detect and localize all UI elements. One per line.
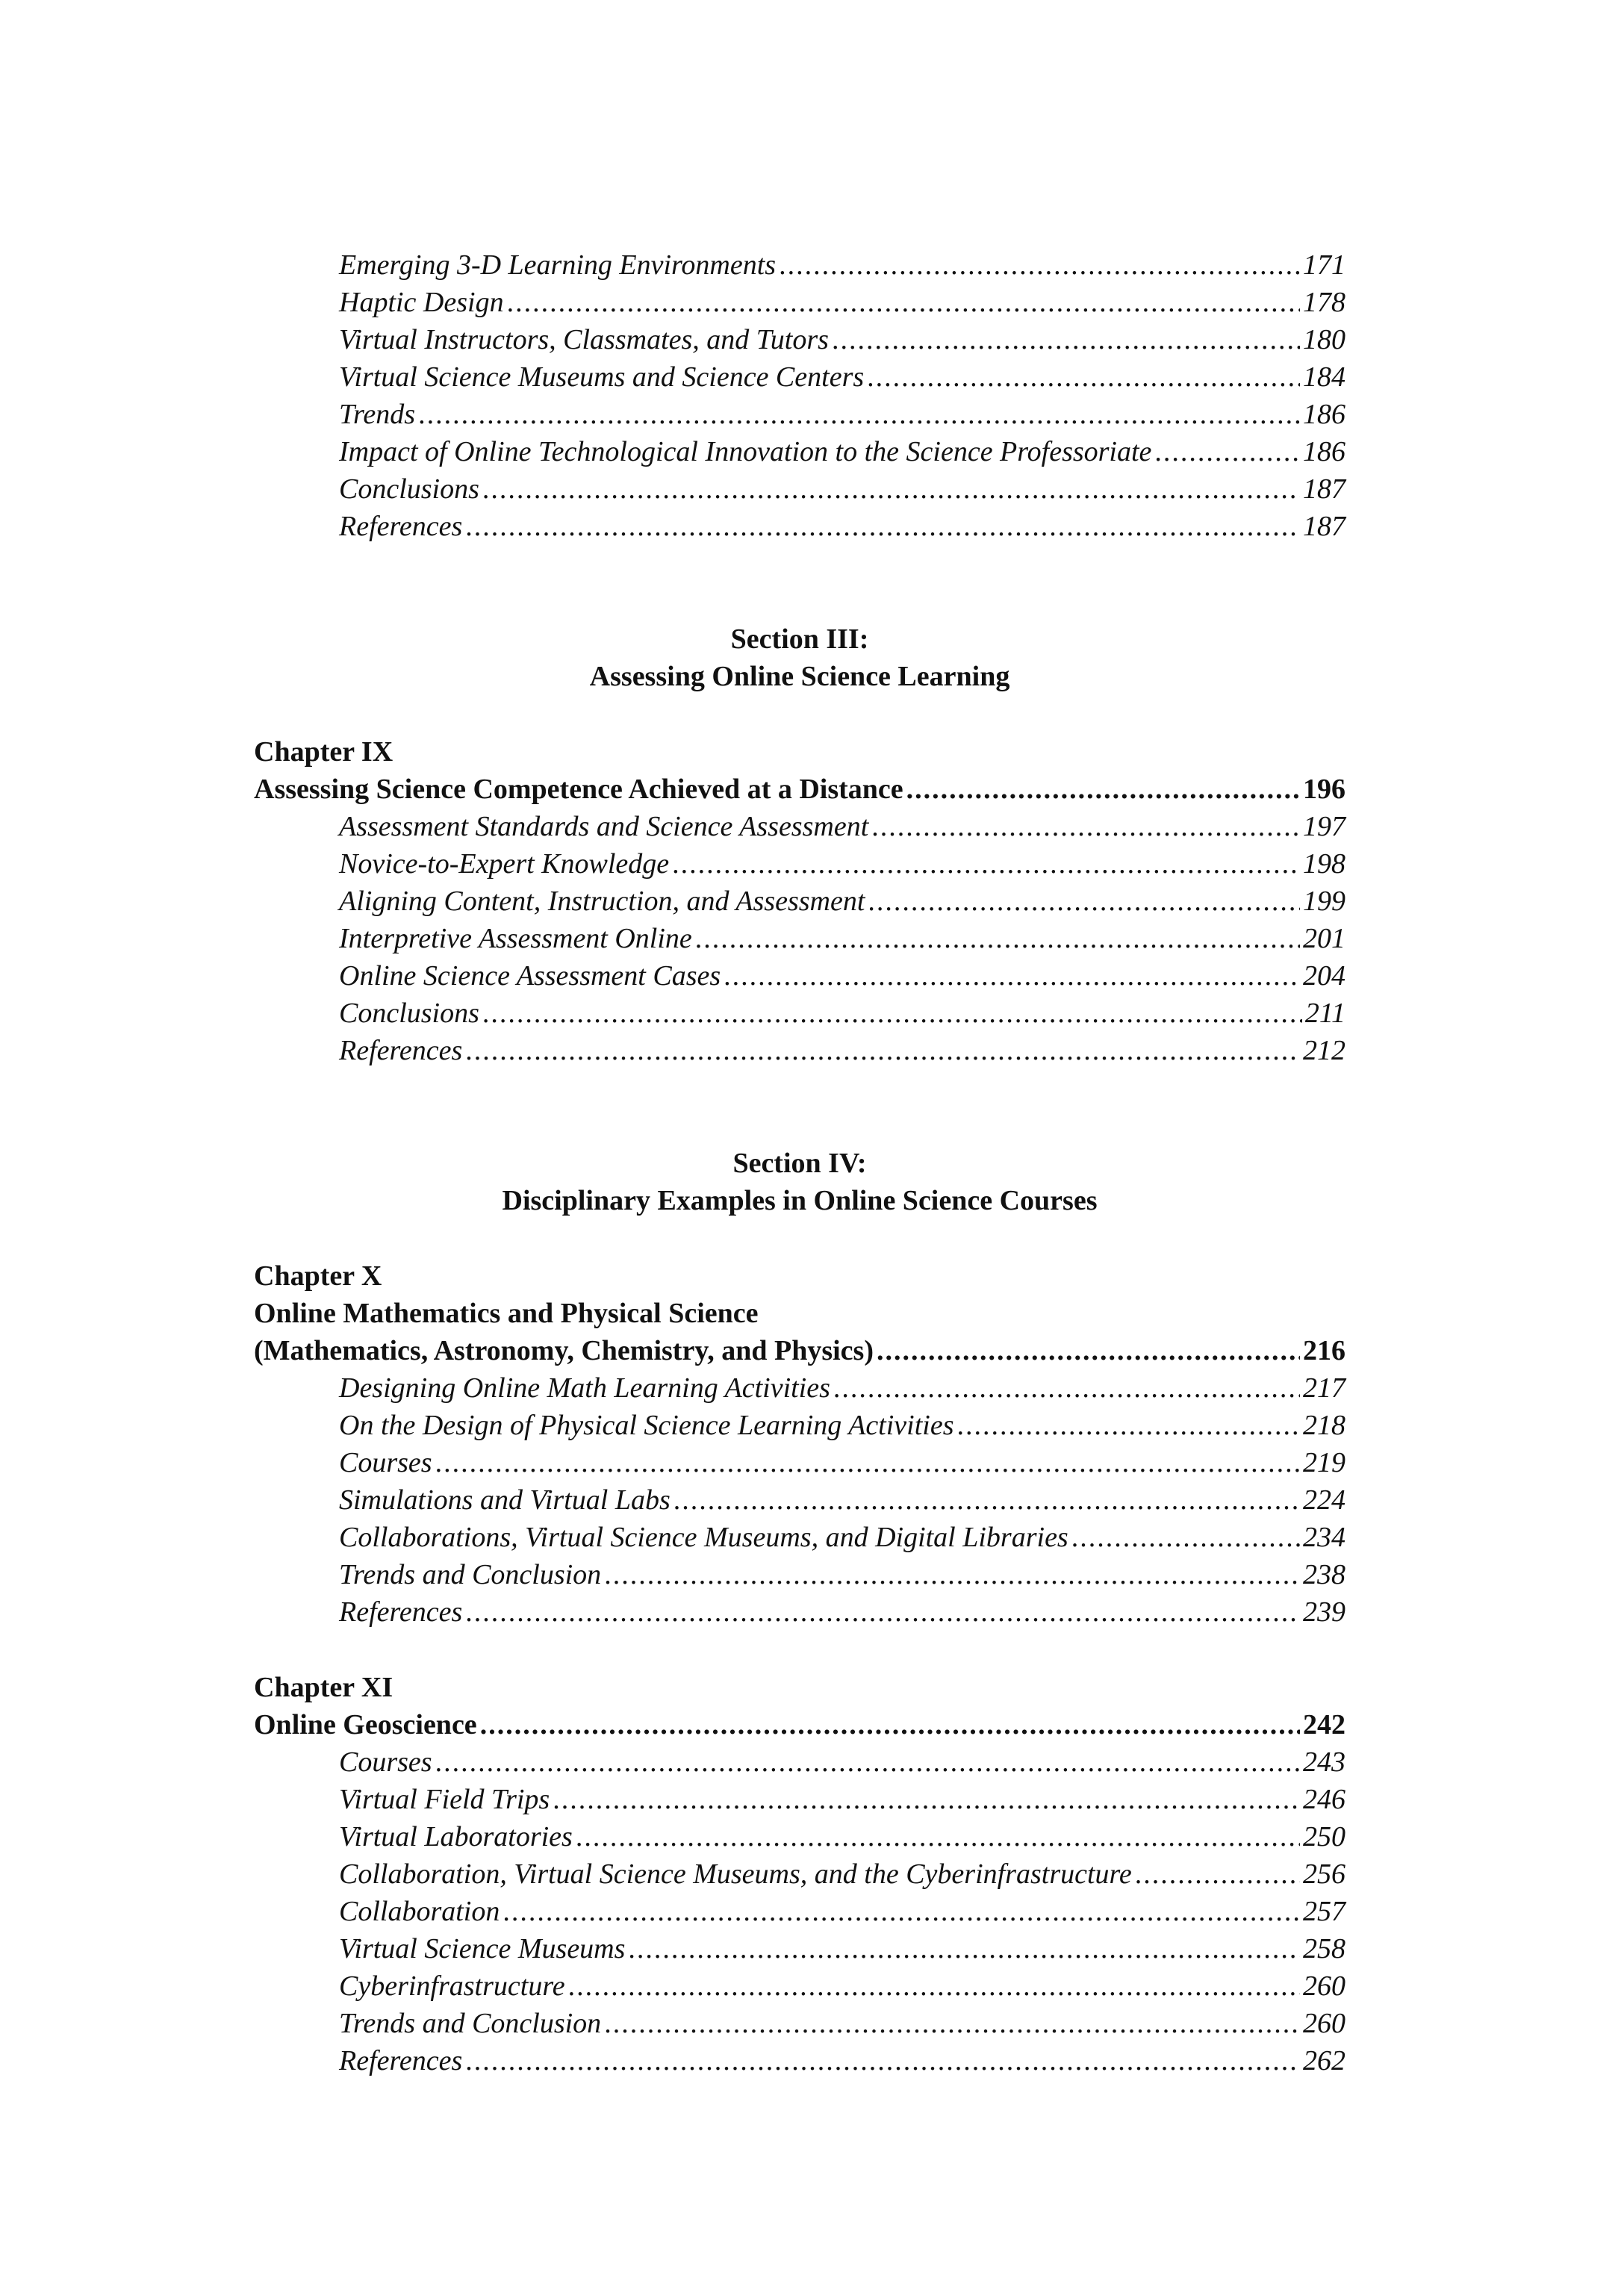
toc-entry-title: Conclusions xyxy=(339,998,479,1029)
toc-entry-page: 218 xyxy=(1303,1410,1345,1441)
toc-entry xyxy=(254,845,1345,883)
toc-entry xyxy=(254,1519,1345,1556)
dot-leader xyxy=(672,845,1300,883)
dot-leader xyxy=(482,470,1300,508)
toc-entry-page: 184 xyxy=(1303,361,1345,393)
section-label: Section III: xyxy=(730,623,869,655)
dot-leader xyxy=(604,2005,1300,2042)
toc-entry-title: Virtual Science Museums and Science Centers xyxy=(339,361,865,393)
dot-leader xyxy=(507,284,1300,321)
toc-entry-title: Haptic Design xyxy=(339,287,504,318)
dot-leader xyxy=(877,1332,1300,1369)
toc-entry-page: 178 xyxy=(1303,287,1345,318)
toc-entry xyxy=(254,433,1345,470)
toc-entry-title: References xyxy=(339,2045,463,2076)
toc-entry xyxy=(254,957,1345,995)
toc-entry-page: 204 xyxy=(1303,960,1345,992)
dot-leader xyxy=(1154,433,1300,470)
dot-leader xyxy=(482,995,1302,1032)
toc-entry-title: Conclusions xyxy=(339,473,479,505)
toc-entry-title: Aligning Content, Instruction, and Assessment xyxy=(339,886,865,917)
section-heading xyxy=(254,620,1345,695)
chapter-label: Chapter IX xyxy=(254,736,393,768)
toc-entry-page: 239 xyxy=(1303,1596,1345,1628)
toc-entry-title: Online Science Assessment Cases xyxy=(339,960,721,992)
toc-entry xyxy=(254,1444,1345,1481)
toc-entry-page: 212 xyxy=(1303,1035,1345,1066)
chapter-page: 196 xyxy=(1303,774,1345,805)
dot-leader xyxy=(779,246,1300,284)
toc-entry-title: Virtual Field Trips xyxy=(339,1784,550,1815)
chapter-title-entry xyxy=(254,1706,1345,1743)
dot-leader xyxy=(868,883,1300,920)
dot-leader xyxy=(465,508,1300,545)
chapter-label: Chapter XI xyxy=(254,1672,393,1703)
dot-leader xyxy=(871,808,1300,845)
toc-entry-title: Assessment Standards and Science Assessment xyxy=(339,811,869,842)
dot-leader xyxy=(604,1556,1300,1593)
chapter-title-entry xyxy=(254,771,1345,808)
dot-leader xyxy=(1071,1519,1300,1556)
toc-entry-page: 197 xyxy=(1303,811,1345,842)
toc-entry-page: 224 xyxy=(1303,1484,1345,1516)
toc-entry-title: Simulations and Virtual Labs xyxy=(339,1484,671,1516)
dot-leader xyxy=(1135,1855,1300,1893)
toc-entry xyxy=(254,321,1345,358)
chapter-title-entry xyxy=(254,1332,1345,1369)
toc-entry-title: Virtual Science Museums xyxy=(339,1933,626,1964)
section-title: Disciplinary Examples in Online Science Courses xyxy=(502,1185,1098,1216)
toc-entry-page: 243 xyxy=(1303,1746,1345,1778)
dot-leader xyxy=(906,771,1300,808)
toc-entry-page: 260 xyxy=(1303,2008,1345,2039)
toc-entry xyxy=(254,1032,1345,1069)
toc-group-continued xyxy=(254,246,1345,545)
toc-entry-page: 198 xyxy=(1303,848,1345,880)
toc-entry-title: Courses xyxy=(339,1746,432,1778)
dot-leader xyxy=(867,358,1300,396)
dot-leader xyxy=(480,1706,1300,1743)
toc-entry-page: 171 xyxy=(1303,249,1345,281)
toc-entry-title: References xyxy=(339,511,463,542)
toc-entry xyxy=(254,1967,1345,2005)
toc-entry-page: 256 xyxy=(1303,1858,1345,1890)
toc-entry xyxy=(254,1369,1345,1407)
toc-entry-page: 186 xyxy=(1303,436,1345,467)
dot-leader xyxy=(435,1743,1300,1781)
toc-entry xyxy=(254,1481,1345,1519)
toc-entry xyxy=(254,396,1345,433)
dot-leader xyxy=(465,2042,1300,2079)
chapter-title-continued: (Mathematics, Astronomy, Chemistry, and Physics) xyxy=(254,1335,874,1366)
toc-entry-page: 262 xyxy=(1303,2045,1345,2076)
toc-entry xyxy=(254,995,1345,1032)
toc-entry xyxy=(254,284,1345,321)
chapter-page: 216 xyxy=(1303,1335,1345,1366)
chapter-group xyxy=(254,1669,1345,2079)
section-title: Assessing Online Science Learning xyxy=(589,661,1010,692)
toc-entry xyxy=(254,1855,1345,1893)
toc-entry-title: Impact of Online Technological Innovation to the Science Professoriate xyxy=(339,436,1152,467)
toc-entry-page: 187 xyxy=(1303,473,1345,505)
toc-entry xyxy=(254,1593,1345,1631)
toc-entry xyxy=(254,1556,1345,1593)
toc-entry xyxy=(254,1407,1345,1444)
dot-leader xyxy=(568,1967,1300,2005)
toc-entry-page: 234 xyxy=(1303,1522,1345,1553)
toc-entry-title: References xyxy=(339,1596,463,1628)
toc-entry xyxy=(254,2042,1345,2079)
chapter-title: Assessing Science Competence Achieved at a Distance xyxy=(254,774,903,805)
toc-entry-title: Trends and Conclusion xyxy=(339,1559,602,1590)
toc-entry-title: Collaborations, Virtual Science Museums, and Digital Libraries xyxy=(339,1522,1068,1553)
toc-entry-page: 246 xyxy=(1303,1784,1345,1815)
dot-leader xyxy=(418,396,1300,433)
toc-entry-title: Virtual Instructors, Classmates, and Tutors xyxy=(339,324,829,355)
dot-leader xyxy=(724,957,1300,995)
toc-entry-title: Virtual Laboratories xyxy=(339,1821,573,1852)
toc-entry-page: 211 xyxy=(1304,998,1345,1029)
toc-entry-title: Interpretive Assessment Online xyxy=(339,923,692,954)
toc-entry xyxy=(254,1930,1345,1967)
toc-entry-page: 260 xyxy=(1303,1970,1345,2002)
toc-entry xyxy=(254,358,1345,396)
toc-entry-title: Courses xyxy=(339,1447,432,1478)
chapter-group xyxy=(254,1257,1345,1631)
section-heading xyxy=(254,1145,1345,1219)
toc-entry-page: 201 xyxy=(1303,923,1345,954)
chapter-label: Chapter X xyxy=(254,1260,382,1292)
chapter-title: Online Geoscience xyxy=(254,1709,477,1740)
dot-leader xyxy=(465,1593,1300,1631)
toc-entry-title: Novice-to-Expert Knowledge xyxy=(339,848,670,880)
chapter-title: Online Mathematics and Physical Science xyxy=(254,1298,759,1329)
chapter-group xyxy=(254,733,1345,1069)
toc-entry-page: 187 xyxy=(1303,511,1345,542)
dot-leader xyxy=(465,1032,1300,1069)
dot-leader xyxy=(435,1444,1300,1481)
table-of-contents xyxy=(254,246,1345,2079)
toc-entry xyxy=(254,246,1345,284)
toc-entry xyxy=(254,1893,1345,1930)
toc-entry xyxy=(254,2005,1345,2042)
toc-entry xyxy=(254,508,1345,545)
section-label: Section IV: xyxy=(732,1148,867,1179)
dot-leader xyxy=(673,1481,1300,1519)
toc-entry-page: 250 xyxy=(1303,1821,1345,1852)
toc-entry xyxy=(254,470,1345,508)
toc-entry xyxy=(254,808,1345,845)
dot-leader xyxy=(695,920,1300,957)
toc-entry-title: Collaboration xyxy=(339,1896,500,1927)
toc-entry-page: 186 xyxy=(1303,399,1345,430)
toc-entry-page: 257 xyxy=(1303,1896,1345,1927)
toc-entry-title: Trends xyxy=(339,399,416,430)
toc-entry xyxy=(254,883,1345,920)
toc-entry-page: 219 xyxy=(1303,1447,1345,1478)
toc-entry-page: 199 xyxy=(1303,886,1345,917)
dot-leader xyxy=(553,1781,1300,1818)
toc-entry-title: Collaboration, Virtual Science Museums, and the Cyberinfrastructure xyxy=(339,1858,1132,1890)
dot-leader xyxy=(957,1407,1301,1444)
toc-entry-title: Emerging 3-D Learning Environments xyxy=(339,249,777,281)
dot-leader xyxy=(833,1369,1300,1407)
dot-leader xyxy=(628,1930,1300,1967)
toc-entry-page: 258 xyxy=(1303,1933,1345,1964)
toc-entry-page: 217 xyxy=(1303,1372,1345,1404)
dot-leader xyxy=(576,1818,1300,1855)
toc-entry xyxy=(254,1781,1345,1818)
toc-entry xyxy=(254,1743,1345,1781)
toc-entry-title: References xyxy=(339,1035,463,1066)
dot-leader xyxy=(503,1893,1300,1930)
toc-entry-title: Cyberinfrastructure xyxy=(339,1970,565,2002)
toc-entry xyxy=(254,1818,1345,1855)
toc-entry-page: 238 xyxy=(1303,1559,1345,1590)
toc-entry-title: On the Design of Physical Science Learning Activities xyxy=(339,1410,954,1441)
toc-entry-title: Trends and Conclusion xyxy=(339,2008,602,2039)
chapter-page: 242 xyxy=(1303,1709,1345,1740)
toc-entry xyxy=(254,920,1345,957)
toc-entry-title: Designing Online Math Learning Activities xyxy=(339,1372,830,1404)
dot-leader xyxy=(832,321,1300,358)
toc-entry-page: 180 xyxy=(1303,324,1345,355)
